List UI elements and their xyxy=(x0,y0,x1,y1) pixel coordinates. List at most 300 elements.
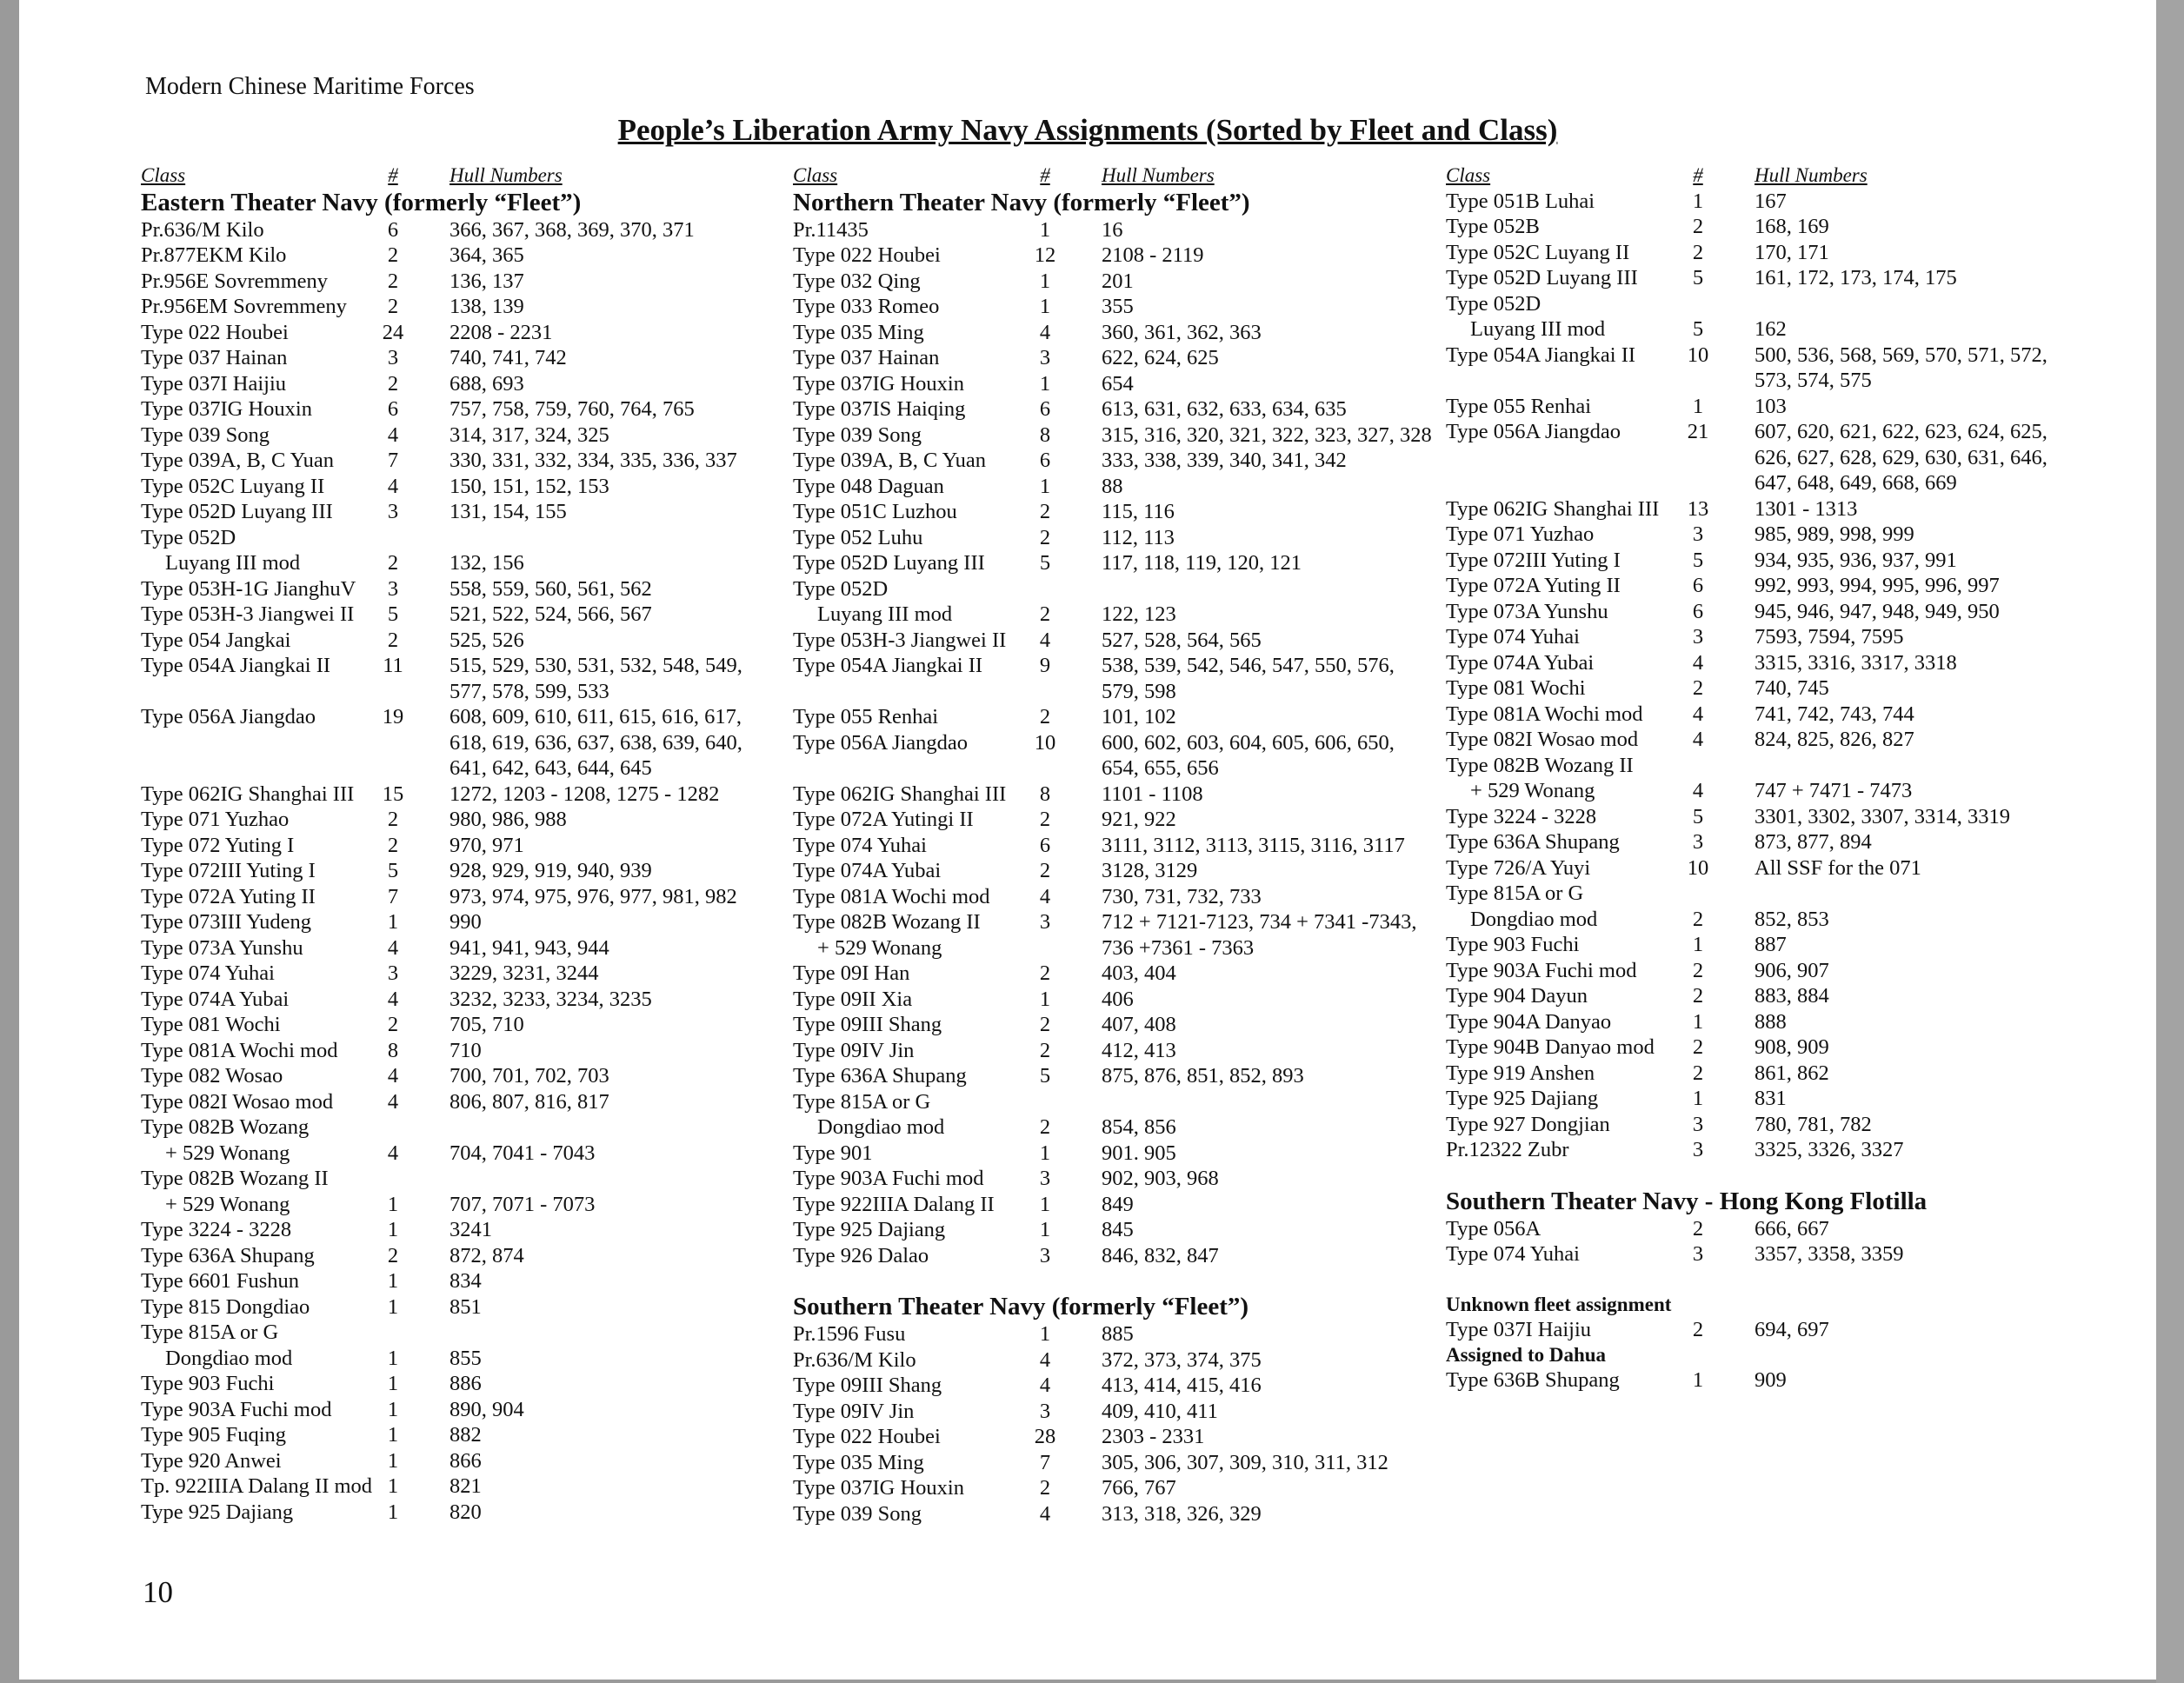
table-row xyxy=(793,1450,1388,1476)
ship-count: 3 xyxy=(1692,830,1704,854)
viewer-background xyxy=(2156,0,2184,1683)
ship-class: + 529 Wonang xyxy=(1470,779,1595,802)
table-row xyxy=(1446,675,1927,702)
hull-numbers: 883, 884 xyxy=(1755,984,1829,1008)
table-row xyxy=(141,525,581,551)
ship-class: Type 922IIIA Dalang II xyxy=(793,1192,995,1216)
ship-class: Type 035 Ming xyxy=(793,1450,924,1474)
ship-class: Type 3224 - 3228 xyxy=(141,1218,292,1241)
table-row xyxy=(1446,573,2000,599)
ship-class: Type 056A Jiangdao xyxy=(1446,420,1621,443)
table-row xyxy=(793,909,1417,935)
table-row xyxy=(793,243,1250,269)
table-row xyxy=(1446,343,2048,369)
table-row xyxy=(793,807,1250,833)
hull-numbers: 613, 631, 632, 633, 634, 635 xyxy=(1102,397,1347,421)
ship-class: Type 903A Fuchi mod xyxy=(141,1397,332,1421)
ship-class: + 529 Wonang xyxy=(817,935,942,960)
table-row xyxy=(793,1141,1250,1167)
ship-count: 2 xyxy=(1039,1038,1051,1062)
hull-numbers: 885 xyxy=(1102,1322,1134,1346)
hull-numbers: 2303 - 2331 xyxy=(1102,1425,1205,1448)
table-row xyxy=(793,1217,1250,1243)
ship-class: Type 053H-1G JianghuV xyxy=(141,576,356,601)
table-row xyxy=(793,628,1262,654)
hull-numbers: 875, 876, 851, 852, 893 xyxy=(1102,1064,1304,1088)
hull-numbers: 101, 102 xyxy=(1102,705,1176,728)
ship-count: 4 xyxy=(387,474,399,498)
hull-numbers: 150, 151, 152, 153 xyxy=(449,474,609,498)
table-row xyxy=(793,1424,1250,1450)
ship-class: Luyang III mod xyxy=(817,602,953,626)
hull-numbers: 3325, 3326, 3327 xyxy=(1755,1138,1904,1161)
ship-count: 2 xyxy=(387,1013,399,1036)
table-row xyxy=(1446,727,1927,753)
ship-count: 1 xyxy=(1692,189,1704,213)
ship-class: Type 082B Wozang II xyxy=(1446,753,1634,777)
ship-class: Dongdiao mod xyxy=(1470,907,1598,931)
ship-class: Type 071 Yuzhao xyxy=(1446,522,1595,546)
hull-numbers: 654, 655, 656 xyxy=(1102,756,1219,780)
table-row xyxy=(1446,1086,1927,1112)
hull-numbers: 704, 7041 - 7043 xyxy=(449,1141,596,1165)
ship-class: Type 056A Jiangdao xyxy=(793,730,969,755)
ship-class: Pr.956E Sovremmeny xyxy=(141,269,329,293)
ship-count: 2 xyxy=(387,295,399,318)
table-row xyxy=(1446,753,1927,779)
ship-count: 5 xyxy=(1039,1064,1051,1088)
hull-numbers: 886 xyxy=(449,1372,482,1395)
ship-class: Type 927 Dongjian xyxy=(1446,1112,1610,1136)
table-row xyxy=(1446,445,2048,471)
table-row xyxy=(1446,394,1927,420)
ship-count: 2 xyxy=(1039,859,1051,882)
ship-count: 4 xyxy=(1692,702,1704,726)
ship-class: Type 073A Yunshu xyxy=(141,935,303,960)
ship-class: Type 032 Qing xyxy=(793,269,921,293)
table-row xyxy=(141,1063,609,1089)
column-header-row xyxy=(141,163,581,189)
column-header-row xyxy=(1446,163,1927,189)
ship-count: 21 xyxy=(1687,420,1709,443)
hull-numbers: 921, 922 xyxy=(1102,808,1176,831)
assignment-subheading: Unknown fleet assignment xyxy=(1446,1293,1672,1315)
hull-numbers: 934, 935, 936, 937, 991 xyxy=(1755,548,1957,572)
ship-count: 4 xyxy=(387,935,399,960)
hull-numbers: 666, 667 xyxy=(1755,1216,1829,1241)
hull-numbers: 112, 113 xyxy=(1102,525,1175,549)
ship-count: 6 xyxy=(387,217,399,242)
table-row xyxy=(1446,291,1927,317)
hull-numbers: 700, 701, 702, 703 xyxy=(449,1064,609,1088)
count-header: # xyxy=(388,164,398,186)
table-row xyxy=(1446,983,1927,1009)
ship-class: Type 082I Wosao mod xyxy=(1446,728,1639,751)
ship-count: 3 xyxy=(387,500,399,523)
table-row xyxy=(793,1038,1250,1064)
ship-class: Pr.12322 Zubr xyxy=(1446,1138,1569,1161)
hull-numbers: 861, 862 xyxy=(1755,1061,1829,1085)
ship-class: Type 082B Wozang II xyxy=(141,1167,329,1190)
table-row xyxy=(141,1038,581,1064)
hull-numbers: 741, 742, 743, 744 xyxy=(1755,702,1914,726)
table-row xyxy=(141,1141,596,1167)
ship-count: 3 xyxy=(387,576,399,601)
document-page xyxy=(19,0,2156,1680)
table-row xyxy=(1446,1367,1927,1394)
ship-class: Type 052C Luyang II xyxy=(141,474,325,498)
hull-numbers: 890, 904 xyxy=(449,1397,524,1421)
hull-numbers: 872, 874 xyxy=(449,1243,524,1267)
hull-numbers: 525, 526 xyxy=(449,628,524,652)
hull-numbers: 821 xyxy=(449,1474,482,1498)
table-row xyxy=(793,833,1405,859)
ship-class: Type 074 Yuhai xyxy=(1446,625,1580,649)
table-row xyxy=(1446,650,1957,676)
ship-class: Type 051B Luhai xyxy=(1446,189,1595,213)
table-row xyxy=(1446,599,2000,625)
ship-count: 1 xyxy=(1039,295,1051,318)
table-row xyxy=(141,858,652,884)
ship-class: Type 052 Luhu xyxy=(793,525,923,549)
hull-numbers: 834 xyxy=(449,1269,482,1293)
ship-count: 2 xyxy=(1039,1013,1051,1036)
ship-class: Type 037 Hainan xyxy=(793,346,940,369)
table-row xyxy=(793,1166,1250,1192)
table-row xyxy=(141,961,599,987)
ship-class: Type 09IV Jin xyxy=(793,1038,915,1062)
ship-count: 6 xyxy=(1039,397,1051,421)
table-row xyxy=(793,1373,1262,1399)
ship-class: Type 09I Han xyxy=(793,961,910,985)
hull-numbers: 103 xyxy=(1755,394,1787,418)
hull-numbers: 117, 118, 119, 120, 121 xyxy=(1102,551,1302,575)
ship-count: 2 xyxy=(387,1243,399,1267)
table-row xyxy=(141,704,742,730)
ship-count: 9 xyxy=(1039,654,1051,677)
table-row xyxy=(1446,470,1957,496)
ship-count: 3 xyxy=(1692,1242,1704,1266)
ship-count: 1 xyxy=(1692,394,1704,418)
fleet-heading: Southern Theater Navy - Hong Kong Flotilla xyxy=(1446,1187,1928,1215)
ship-class: Pr.636/M Kilo xyxy=(141,217,264,242)
ship-class: Type 037IG Houxin xyxy=(141,397,312,421)
hull-numbers: 854, 856 xyxy=(1102,1115,1176,1139)
table-row xyxy=(141,1243,581,1269)
hull-numbers: 824, 825, 826, 827 xyxy=(1755,728,1914,751)
table-row xyxy=(793,602,1250,628)
ship-count: 4 xyxy=(1692,650,1704,675)
ship-count: 2 xyxy=(1692,984,1704,1008)
table-row xyxy=(793,1089,1250,1115)
hull-numbers: 849 xyxy=(1102,1192,1134,1216)
ship-count: 1 xyxy=(1039,474,1051,498)
ship-class: Type 022 Houbei xyxy=(793,1425,941,1448)
hull-numbers: 740, 745 xyxy=(1755,676,1829,700)
ship-class: Type 074A Yubai xyxy=(1446,650,1595,675)
table-row xyxy=(141,679,609,705)
ship-count: 2 xyxy=(387,551,399,575)
ship-count: 1 xyxy=(1039,987,1051,1011)
ship-class: Type 09III Shang xyxy=(793,1013,942,1036)
ship-count: 2 xyxy=(1039,602,1051,626)
table-row xyxy=(793,396,1347,422)
hull-numbers: 579, 598 xyxy=(1102,679,1176,703)
table-row xyxy=(1446,1137,1927,1163)
hull-numbers: 1272, 1203 - 1208, 1275 - 1282 xyxy=(449,782,720,806)
hull-numbers: 622, 624, 625 xyxy=(1102,346,1219,369)
ship-count: 5 xyxy=(1692,804,1704,828)
ship-class: Type 051C Luzhou xyxy=(793,500,957,523)
ship-class: Type 905 Fuqing xyxy=(141,1423,287,1447)
ship-class: + 529 Wonang xyxy=(165,1192,290,1216)
fleet-heading: Eastern Theater Navy (formerly “Fleet”) xyxy=(141,188,582,216)
hull-numbers: 780, 781, 782 xyxy=(1755,1112,1872,1136)
hull-numbers: 712 + 7121-7123, 734 + 7341 -7343, xyxy=(1102,910,1417,934)
hull-numbers: 705, 710 xyxy=(449,1013,524,1036)
table-row xyxy=(1446,1216,1927,1242)
table-row xyxy=(793,1114,1250,1141)
ship-count: 2 xyxy=(387,833,399,857)
ship-count: 3 xyxy=(1692,1112,1704,1136)
hull-numbers: 846, 832, 847 xyxy=(1102,1243,1219,1267)
table-row xyxy=(1446,214,1927,240)
hull-numbers: 710 xyxy=(449,1038,482,1062)
ship-count: 6 xyxy=(1039,449,1051,472)
hull-numbers: 845 xyxy=(1102,1218,1134,1241)
hull-numbers: 820 xyxy=(449,1500,482,1524)
hull-numbers: 831 xyxy=(1755,1087,1787,1110)
hull-numbers: 403, 404 xyxy=(1102,961,1176,985)
table-row xyxy=(793,858,1250,884)
ship-count: 1 xyxy=(1039,217,1051,242)
hull-numbers: 626, 627, 628, 629, 630, 631, 646, xyxy=(1755,445,2048,469)
ship-count: 3 xyxy=(387,346,399,369)
ship-count: 2 xyxy=(387,808,399,831)
ship-count: 4 xyxy=(387,1089,399,1114)
ship-class: Type 081 Wochi xyxy=(1446,676,1586,700)
ship-class: Type 074A Yubai xyxy=(793,859,942,882)
table-row xyxy=(141,1371,581,1397)
ship-count: 1 xyxy=(1039,1218,1051,1241)
ship-count: 1 xyxy=(1039,1322,1051,1346)
table-row xyxy=(793,1063,1304,1089)
ship-class: Type 082I Wosao mod xyxy=(141,1089,334,1114)
table-row xyxy=(1446,1241,1927,1267)
table-row xyxy=(793,1321,1250,1347)
hull-numbers: 607, 620, 621, 622, 623, 624, 625, xyxy=(1755,420,2048,443)
ship-class: Type 054A Jiangkai II xyxy=(141,654,331,677)
ship-class: Type 636A Shupang xyxy=(793,1064,967,1088)
ship-class: Type 039 Song xyxy=(793,1501,922,1526)
ship-class: Type 072A Yuting II xyxy=(141,884,316,908)
ship-class: Type 919 Anshen xyxy=(1446,1061,1595,1085)
table-row xyxy=(1446,624,1927,650)
ship-count: 4 xyxy=(1039,1374,1051,1397)
ship-class: Type 035 Ming xyxy=(793,320,924,344)
ship-class: Type 072III Yuting I xyxy=(141,859,316,882)
hull-numbers: 740, 741, 742 xyxy=(449,346,567,369)
ship-class: Type 056A xyxy=(1446,1216,1541,1241)
table-row xyxy=(793,1347,1262,1374)
ship-class: Type 074 Yuhai xyxy=(141,961,275,985)
ship-class: Luyang III mod xyxy=(1470,317,1606,341)
table-row xyxy=(141,550,581,576)
table-row xyxy=(141,1448,581,1474)
table-row xyxy=(141,243,581,269)
hull-numbers: 654 xyxy=(1102,371,1134,396)
table-row xyxy=(793,1192,1250,1218)
table-row xyxy=(141,833,581,859)
ship-class: Type 052C Luyang II xyxy=(1446,240,1630,264)
hull-numbers: 132, 156 xyxy=(449,551,524,575)
ship-class: Type 815A or G xyxy=(141,1320,279,1344)
table-row xyxy=(141,320,581,346)
table-row xyxy=(141,269,581,295)
hull-numbers: All SSF for the 071 xyxy=(1755,855,1921,880)
ship-class: Type 815A or G xyxy=(793,1089,931,1114)
ship-class: Type 081 Wochi xyxy=(141,1013,281,1036)
ship-count: 1 xyxy=(1039,1192,1051,1216)
ship-count: 4 xyxy=(1039,320,1051,344)
class-header: Class xyxy=(793,164,838,186)
ship-class: Type 062IG Shanghai III xyxy=(141,782,355,806)
hull-numbers: 766, 767 xyxy=(1102,1476,1176,1500)
hull-numbers: 315, 316, 320, 321, 322, 323, 327, 328 xyxy=(1102,422,1432,447)
table-row xyxy=(793,525,1250,551)
table-row xyxy=(1446,1034,1927,1061)
table-row xyxy=(1446,548,1957,574)
ship-class: Type 903 Fuchi xyxy=(1446,933,1580,956)
ship-class: Type 09III Shang xyxy=(793,1374,942,1397)
hull-numbers: 201 xyxy=(1102,269,1134,293)
hull-numbers: 852, 853 xyxy=(1755,907,1829,931)
ship-count: 1 xyxy=(387,1372,399,1395)
ship-count: 2 xyxy=(1039,525,1051,549)
hull-numbers: 887 xyxy=(1755,933,1787,956)
table-row xyxy=(1446,1317,1927,1343)
hull-numbers: 330, 331, 332, 334, 335, 336, 337 xyxy=(449,449,737,472)
table-row xyxy=(1446,855,1927,881)
ship-count: 2 xyxy=(1692,1061,1704,1085)
ship-count: 2 xyxy=(1039,705,1051,728)
ship-count: 2 xyxy=(1692,215,1704,238)
ship-class: Type 072III Yuting I xyxy=(1446,548,1621,572)
ship-count: 4 xyxy=(387,987,399,1011)
ship-count: 1 xyxy=(1039,371,1051,396)
ship-class: Type 053H-3 Jiangwei II xyxy=(141,602,355,626)
ship-class: Type 082B Wozang II xyxy=(793,910,981,934)
table-row xyxy=(1446,265,1957,291)
ship-class: Dongdiao mod xyxy=(817,1115,945,1139)
table-row xyxy=(141,602,652,628)
ship-count: 2 xyxy=(387,628,399,652)
ship-count: 15 xyxy=(382,782,404,806)
ship-class: Type 054A Jiangkai II xyxy=(1446,343,1636,367)
ship-count: 2 xyxy=(1692,1035,1704,1059)
ship-class: Type 815 Dongdiao xyxy=(141,1294,310,1319)
table-row xyxy=(793,1012,1250,1038)
hull-numbers: 136, 137 xyxy=(449,269,524,293)
hull-numbers: 167 xyxy=(1755,189,1787,213)
ship-class: Type 022 Houbei xyxy=(793,243,941,267)
table-row xyxy=(141,1320,581,1346)
table-row xyxy=(141,448,737,474)
ship-class: + 529 Wonang xyxy=(165,1141,290,1165)
table-row xyxy=(1446,881,1927,907)
ship-class: Type 925 Dajiang xyxy=(793,1218,946,1241)
ship-count: 1 xyxy=(387,1346,399,1370)
ship-count: 2 xyxy=(1692,907,1704,931)
ship-count: 1 xyxy=(387,1500,399,1524)
ship-count: 8 xyxy=(1039,422,1051,447)
hull-numbers: 314, 317, 324, 325 xyxy=(449,422,609,447)
hull-numbers: 641, 642, 643, 644, 645 xyxy=(449,756,652,780)
hull-numbers: 3357, 3358, 3359 xyxy=(1755,1242,1904,1266)
ship-class: Type 039 Song xyxy=(141,422,270,447)
ship-class: Pr.11435 xyxy=(793,217,869,242)
hull-numbers-header: Hull Numbers xyxy=(1755,164,1868,186)
ship-class: Pr.877EKM Kilo xyxy=(141,243,287,267)
ship-count: 2 xyxy=(387,269,399,293)
ship-count: 12 xyxy=(1034,243,1056,267)
table-row xyxy=(141,371,581,397)
ship-count: 5 xyxy=(387,859,399,882)
hull-numbers: 980, 986, 988 xyxy=(449,808,567,831)
ship-count: 4 xyxy=(1039,1347,1051,1372)
ship-class: Type 903A Fuchi mod xyxy=(793,1167,984,1190)
ship-class: Type 033 Romeo xyxy=(793,295,940,318)
table-row xyxy=(793,320,1262,346)
ship-class: Type 062IG Shanghai III xyxy=(793,782,1007,806)
ship-count: 1 xyxy=(387,1192,399,1216)
table-row xyxy=(793,499,1250,525)
ship-class: Pr.636/M Kilo xyxy=(793,1347,916,1372)
ship-class: Type 901 xyxy=(793,1141,873,1165)
ship-class: Type 903 Fuchi xyxy=(141,1372,275,1395)
hull-numbers: 736 +7361 - 7363 xyxy=(1102,935,1255,960)
table-row xyxy=(141,1346,581,1372)
ship-class: Tp. 922IIIA Dalang II mod xyxy=(141,1474,373,1498)
ship-count: 1 xyxy=(1692,1009,1704,1034)
ship-count: 3 xyxy=(1039,1243,1051,1267)
count-header: # xyxy=(1040,164,1050,186)
ship-class: Type 636A Shupang xyxy=(141,1243,315,1267)
table-column-3 xyxy=(1446,163,2048,1394)
table-row xyxy=(1446,496,1927,522)
ship-count: 10 xyxy=(1687,343,1709,367)
ship-count: 4 xyxy=(1039,628,1051,652)
ship-count: 1 xyxy=(1039,269,1051,293)
ship-count: 6 xyxy=(1692,599,1704,623)
ship-class: Type 636A Shupang xyxy=(1446,830,1620,854)
ship-count: 8 xyxy=(1039,782,1051,806)
section-spacer xyxy=(1446,1163,1927,1187)
ship-count: 4 xyxy=(1039,1501,1051,1526)
ship-count: 1 xyxy=(1692,1368,1704,1392)
hull-numbers: 366, 367, 368, 369, 370, 371 xyxy=(449,217,695,242)
hull-numbers: 941, 941, 943, 944 xyxy=(449,935,609,960)
hull-numbers-header: Hull Numbers xyxy=(449,164,563,186)
table-row xyxy=(793,294,1250,320)
hull-numbers: 882 xyxy=(449,1423,482,1447)
ship-count: 2 xyxy=(1692,240,1704,264)
hull-numbers: 7593, 7594, 7595 xyxy=(1755,625,1904,649)
ship-class: Type 039A, B, C Yuan xyxy=(793,449,986,472)
table-row xyxy=(793,935,1255,961)
table-row xyxy=(141,217,695,243)
ship-class: Type 903A Fuchi mod xyxy=(1446,958,1637,982)
